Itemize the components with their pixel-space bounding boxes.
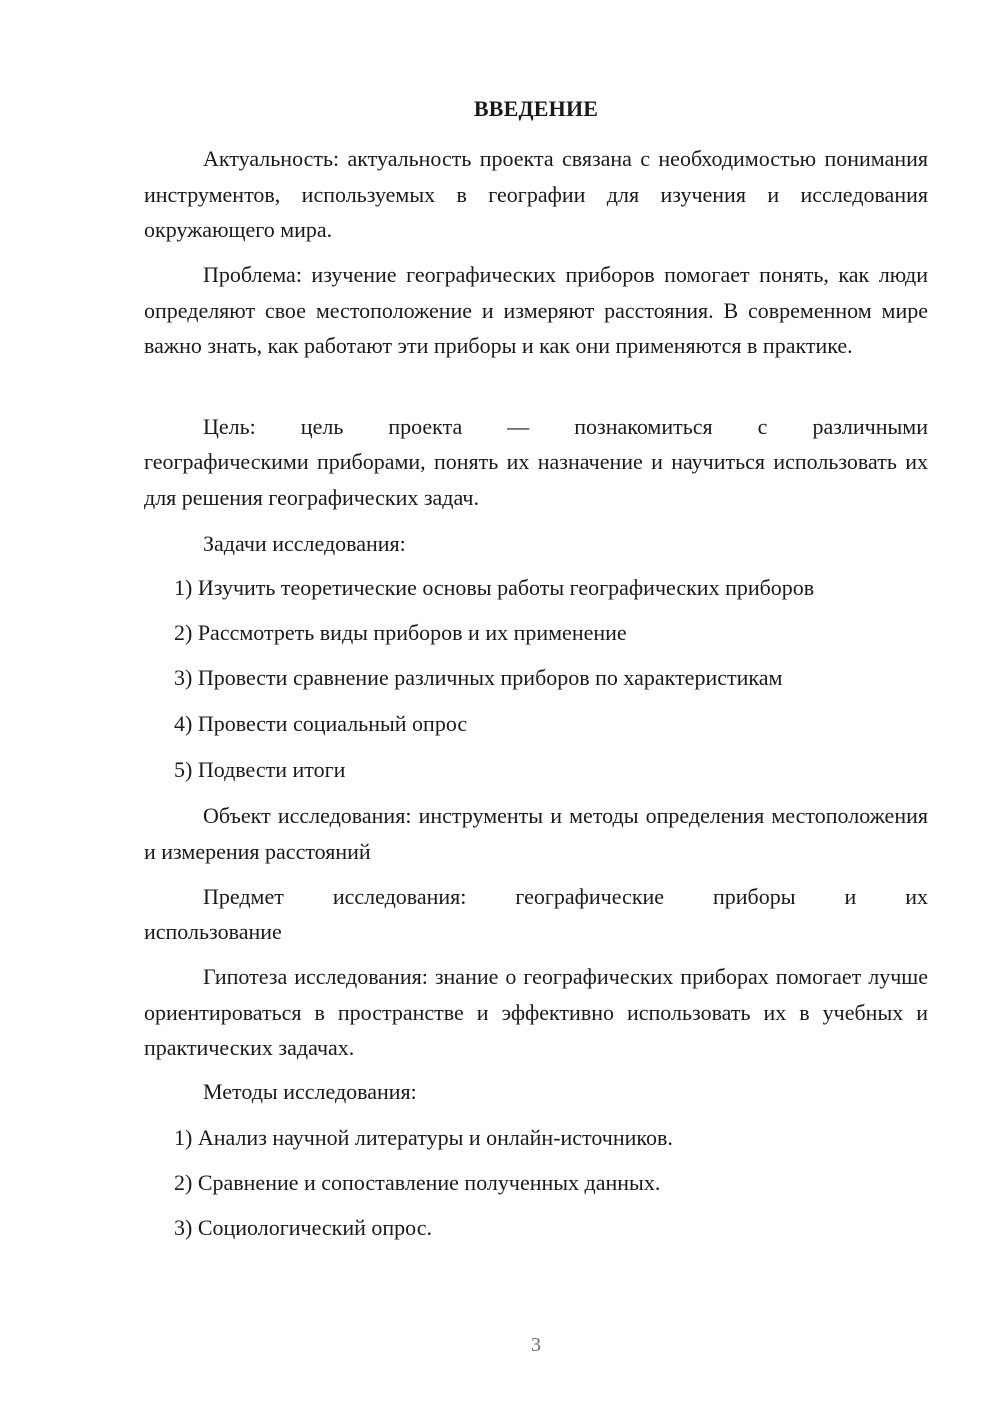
method-item-3: 3) Социологический опрос. [174,1215,432,1240]
task-item-2: 2) Рассмотреть виды приборов и их применение [174,620,627,645]
subject-paragraph-line2: использование [144,919,282,944]
relevance-paragraph: Актуальность: актуальность проекта связана с необходимостью понимания инструментов, используемых в географии для изучения и исследования окружающего мира. [144,146,928,242]
task-item-3: 3) Провести сравнение различных приборов по характеристикам [174,665,783,690]
methods-heading: Методы исследования: [203,1079,417,1104]
method-item-2: 2) Сравнение и сопоставление полученных данных. [174,1170,661,1195]
subject-paragraph-line1: Предмет исследования: географические приборы и их [203,884,928,909]
goal-paragraph-line1: Цель: цель проекта — познакомиться с различными [203,414,928,439]
task-item-4: 4) Провести социальный опрос [174,711,468,736]
task-item-5: 5) Подвести итоги [174,757,346,782]
goal-paragraph-rest: географическими приборами, понять их назначение и научиться использовать их для решения географических задач. [144,449,928,510]
task-item-1: 1) Изучить теоретические основы работы географических приборов [174,575,815,600]
tasks-heading: Задачи исследования: [203,531,406,556]
object-paragraph: Объект исследования: инструменты и методы определения местоположения и измерения расстояний [144,803,928,864]
page-title: ВВЕДЕНИЕ [473,96,599,121]
hypothesis-paragraph: Гипотеза исследования: знание о географических приборах помогает лучше ориентироваться в пространстве и эффективно использовать их в учебных и практических задачах. [144,964,928,1060]
problem-paragraph: Проблема: изучение географических приборов помогает понять, как люди определяют свое местоположение и измеряют расстояния. В современном мире важно знать, как работают эти приборы и как они применяются в практике. [144,262,928,358]
method-item-1: 1) Анализ научной литературы и онлайн-источников. [174,1125,673,1150]
page-number: 3 [531,1334,541,1356]
